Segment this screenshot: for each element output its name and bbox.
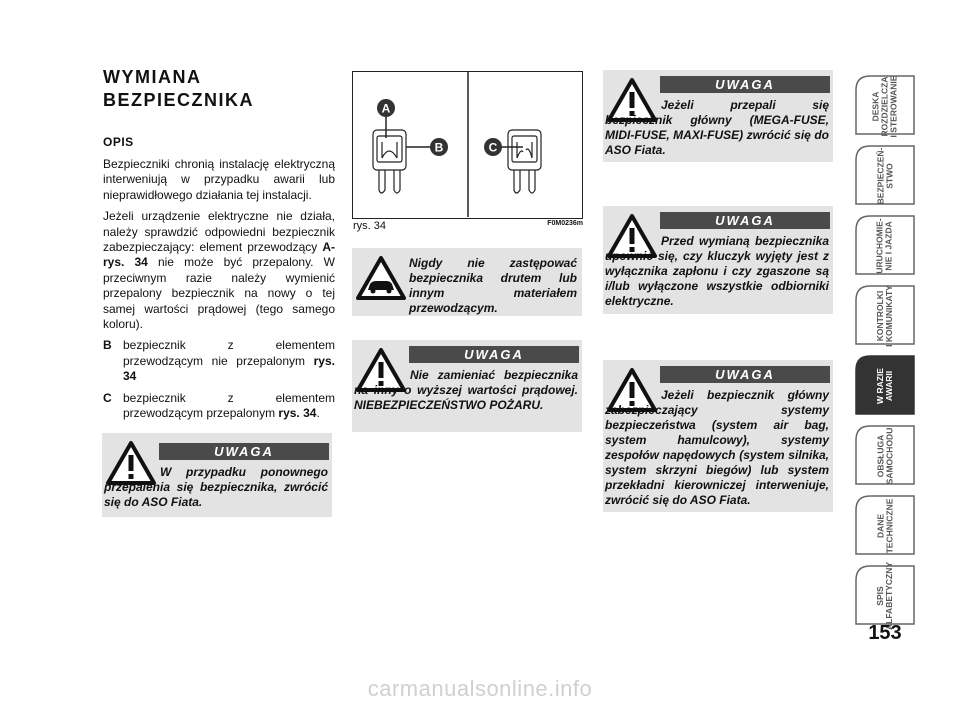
- warning-text: Jeżeli bezpiecznik główny zabezpieczający systemy bezpieczeństwa (system air bag, system hamulcowy), systemy zespołów napędowych (system silnika, system skrzyni biegów) lub system przekładni kierowniczej interweniuje, zwrócić się do ASO Fiata.: [605, 388, 829, 507]
- item-text: [123, 391, 335, 422]
- tab-label: DESKA ROZDZIELCZA I STEROWANIE: [870, 75, 899, 137]
- paragraph-2-start: Jeżeli urządzenie elektryczne nie działa, należy sprawdzić odpowiedni bezpiecznik zabezpieczający: element przewodzący: [103, 209, 335, 255]
- figure-ref: A-rys. 34: [103, 240, 335, 270]
- warning-box-right-3: [603, 360, 833, 512]
- figure-code: F0M0236m: [547, 220, 583, 227]
- tab-label: URUCHOMIE- NIE I JAZDA: [875, 218, 894, 274]
- tab-uruchomienie[interactable]: [852, 214, 918, 278]
- warning-heading: UWAGA: [660, 212, 830, 229]
- item-c-end: .: [316, 406, 320, 421]
- warning-text: Nie zamieniać bezpiecznika na inny o wyższej wartości prądowej. NIEBEZPIECZEŃSTWO POŻARU.: [354, 368, 578, 412]
- item-letter: B: [103, 338, 112, 353]
- tab-label: OBSŁUGA SAMOCHODU: [874, 427, 894, 485]
- tab-spis[interactable]: [852, 564, 918, 628]
- title-line-2: BEZPIECZNIKA: [103, 90, 255, 110]
- warning-box-car: [352, 248, 582, 316]
- section-heading: OPIS: [103, 135, 134, 149]
- fuse-figure: [352, 71, 583, 219]
- fuse-illustration: [353, 72, 581, 217]
- warning-box-right-2: [603, 206, 833, 314]
- warning-heading: UWAGA: [409, 346, 579, 363]
- tab-label: BEZPIECZEŃ- STWO: [874, 147, 894, 205]
- warning-text: Jeżeli przepali się bezpiecznik główny (MEGA-FUSE, MIDI-FUSE, MAXI-FUSE) zwrócić się do ASO Fiata.: [605, 98, 829, 157]
- figure-ref: rys. 34: [278, 406, 317, 421]
- warning-box-left: [102, 433, 332, 517]
- warning-text: Przed wymianą bezpiecznika upewnić się, czy kluczyk wyjęty jest z wyłącznika zapłonu i czy zgaszone są i/lub wyłączone wszystkie odbiorniki elektryczne.: [605, 234, 829, 308]
- paragraph-2: [103, 209, 335, 332]
- item-c-text: bezpiecznik z elementem przewodzącym przepalonym: [123, 390, 335, 421]
- warning-heading: UWAGA: [660, 366, 830, 383]
- item-b-text: bezpiecznik z elementem przewodzącym nie przepalonym: [123, 338, 335, 368]
- warning-text: Nigdy nie zastępować bezpiecznika drutem lub innym materiałem przewodzącym.: [409, 256, 577, 315]
- figure-ref: rys. 34: [123, 353, 335, 384]
- list-item-c: [103, 391, 335, 422]
- page-number: 153: [868, 622, 902, 644]
- paragraph-2-end: nie może być przepalony. W przeciwnym razie należy wymienić przepalony bezpiecznik na nowy o tej samej wartości prądowej (tego samego koloru).: [103, 255, 335, 332]
- tab-kontrolki[interactable]: [852, 284, 918, 348]
- paragraph-1: Bezpieczniki chronią instalację elektryczną interweniują w przypadku awarii lub nieprawidłowego działania tej instalacji.: [103, 157, 335, 202]
- warning-heading: UWAGA: [660, 76, 830, 93]
- tab-label: SPIS ALFABETYCZNY: [875, 562, 894, 630]
- figure-caption: [353, 220, 583, 232]
- tab-bezpieczenstwo[interactable]: [852, 144, 918, 208]
- page-title: [103, 66, 343, 112]
- tab-label: W RAZIE AWARII: [874, 368, 894, 404]
- watermark: carmanualsonline.info: [367, 676, 593, 701]
- warning-heading: UWAGA: [159, 443, 329, 460]
- body-text: [103, 157, 335, 428]
- car-warning-icon: [356, 256, 406, 300]
- tab-label: DANE TECHNICZNE: [875, 498, 894, 554]
- tab-label: KONTROLKI I KOMUNIKATY: [874, 285, 894, 347]
- tab-w-razie-awarii[interactable]: [852, 354, 918, 418]
- list-item-b: [103, 338, 335, 384]
- caption-text: rys. 34: [353, 220, 387, 232]
- warning-box-right-1: [603, 70, 833, 162]
- warning-text: W przypadku ponownego przepalenia się bezpiecznika, zwrócić się do ASO Fiata.: [104, 465, 328, 509]
- tab-deska[interactable]: [852, 74, 918, 138]
- tab-obsluga[interactable]: [852, 424, 918, 488]
- label-c: C: [488, 140, 498, 155]
- tab-dane-techniczne[interactable]: [852, 494, 918, 558]
- item-letter: C: [103, 390, 112, 405]
- label-b: B: [434, 140, 444, 155]
- label-a: A: [381, 101, 391, 116]
- title-line-1: WYMIANA: [103, 67, 202, 87]
- item-text: [123, 338, 335, 384]
- warning-box-middle: [352, 340, 582, 432]
